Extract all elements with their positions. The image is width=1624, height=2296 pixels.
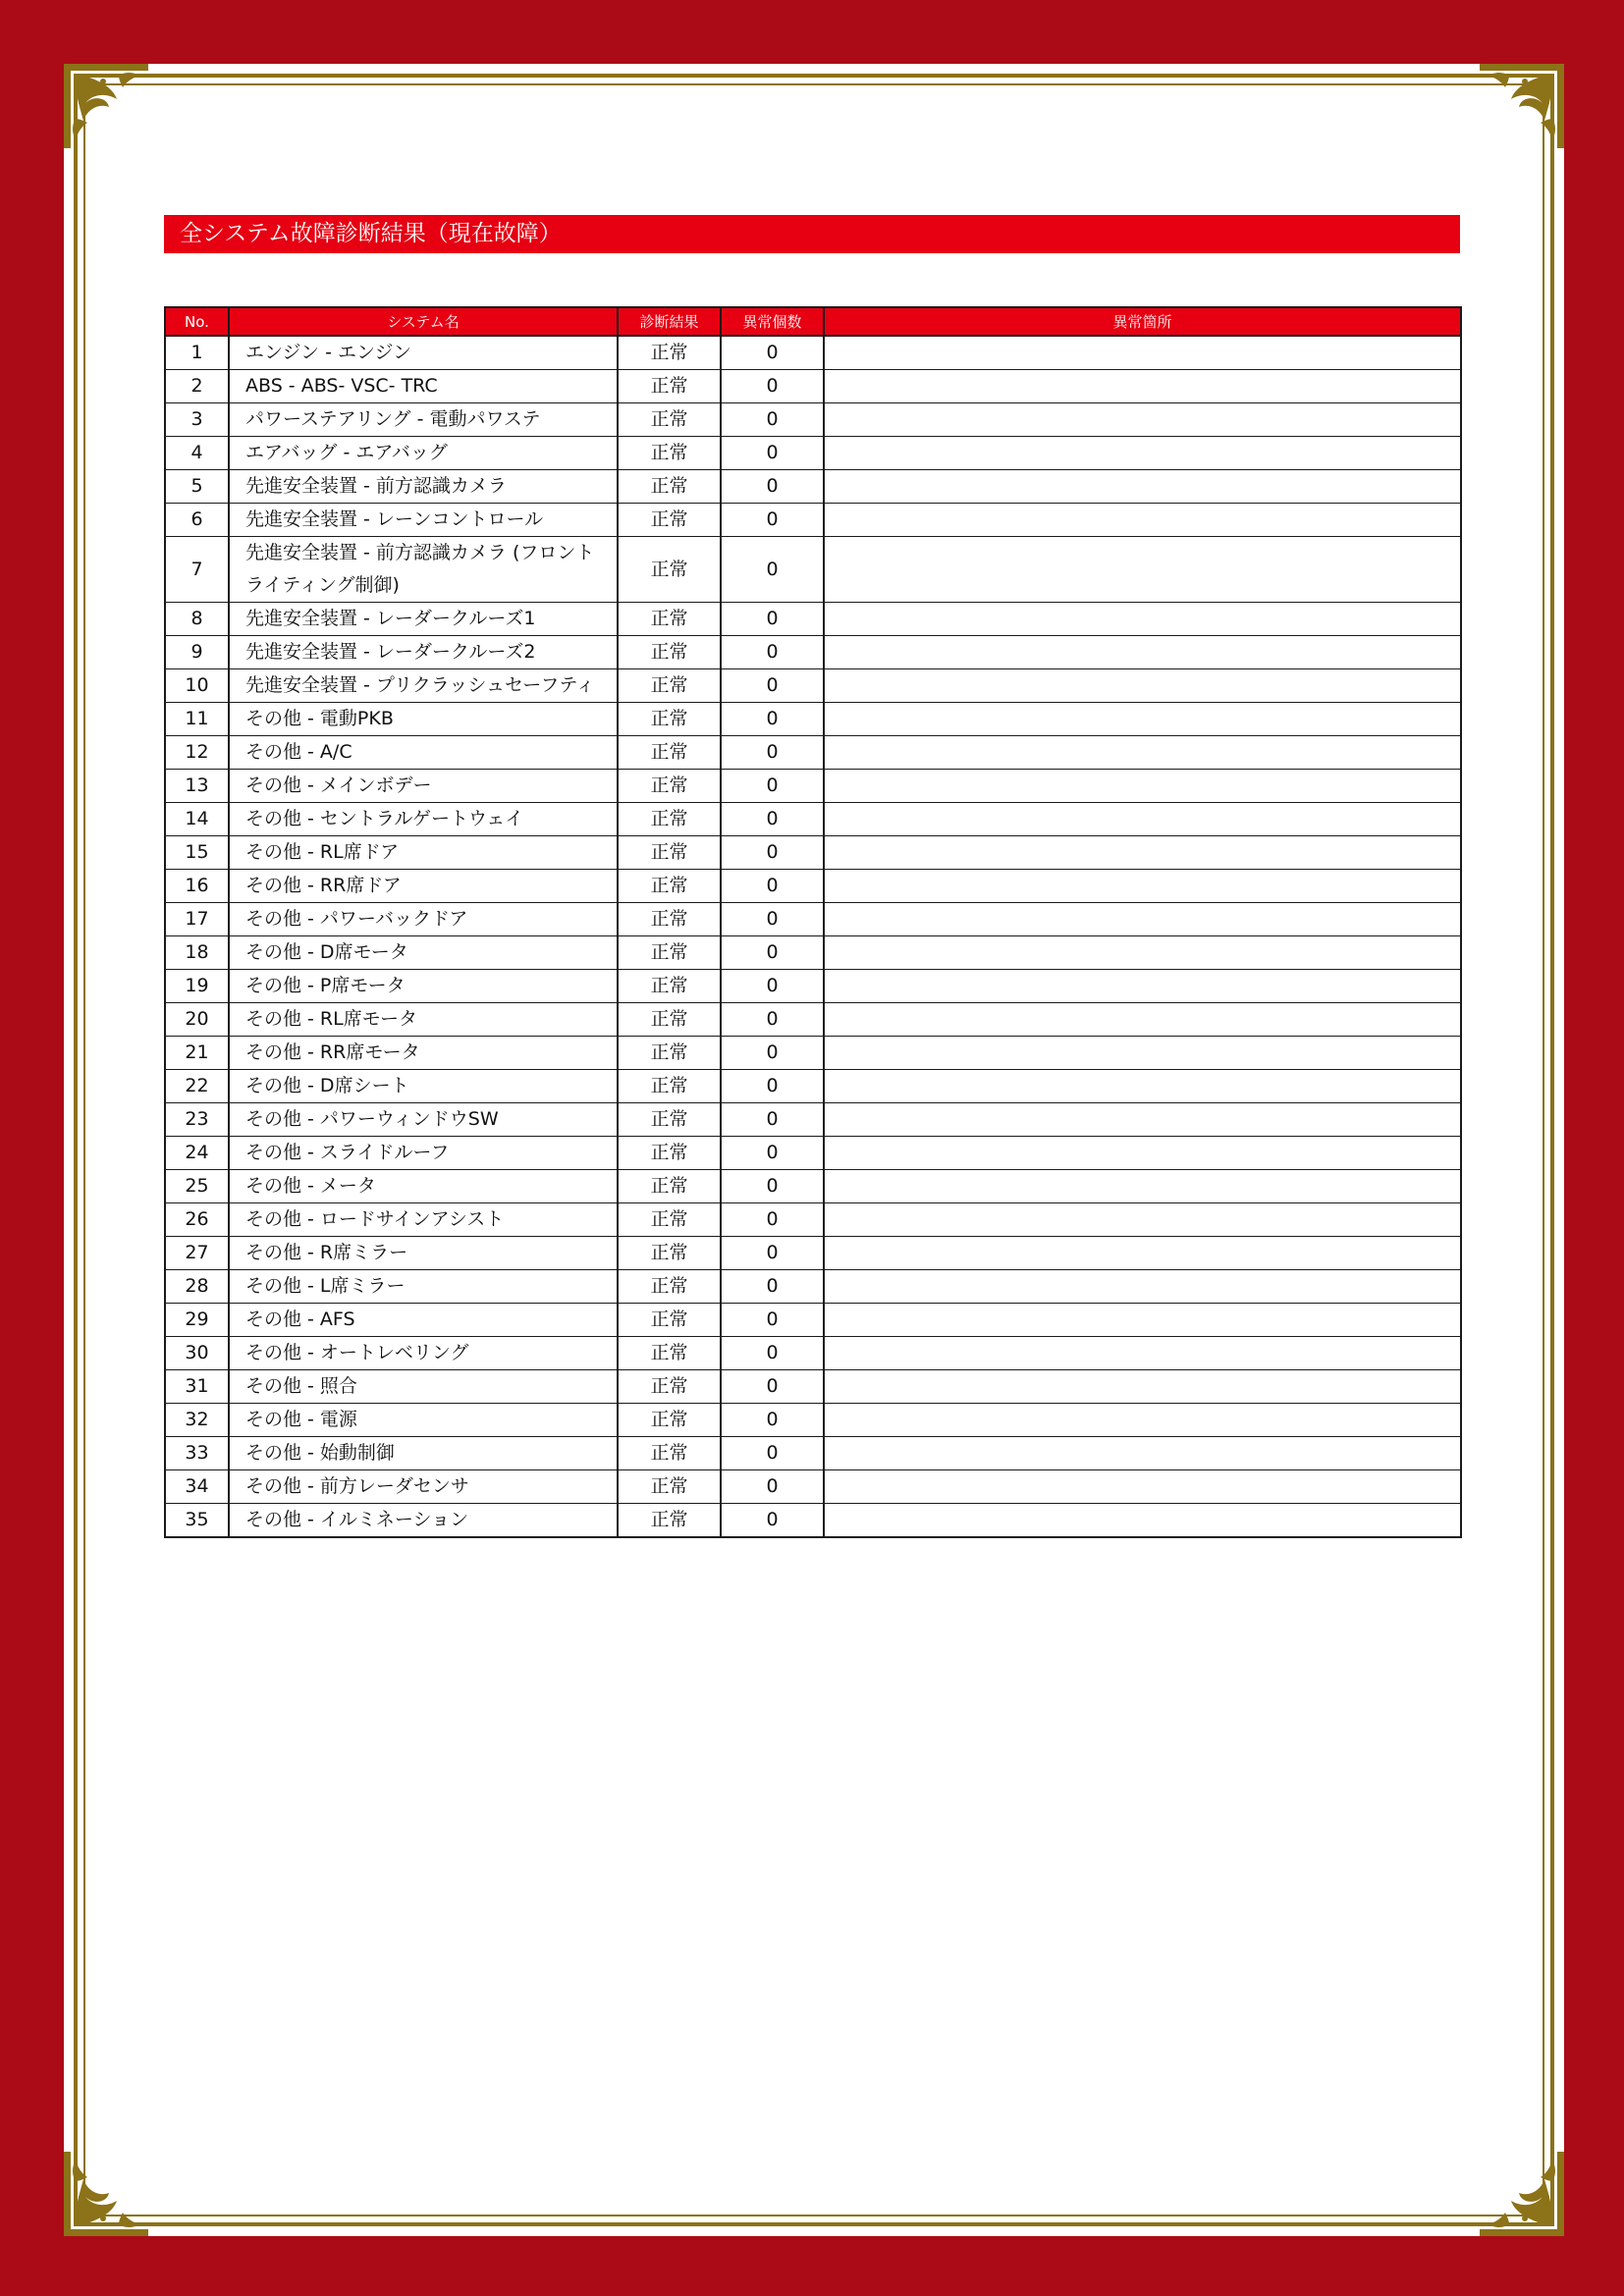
table-header-row xyxy=(165,307,1461,336)
diagnosis-result-cell: 正常 xyxy=(618,770,721,803)
fault-location-cell xyxy=(824,1304,1461,1337)
table-row xyxy=(165,1337,1461,1370)
fault-location-cell xyxy=(824,1037,1461,1070)
fault-count-cell: 0 xyxy=(721,1170,824,1203)
fault-count-cell: 0 xyxy=(721,403,824,437)
column-header-system: システム名 xyxy=(229,307,618,336)
diagnosis-result-cell: 正常 xyxy=(618,336,721,370)
table-row xyxy=(165,537,1461,603)
diagnosis-result-cell: 正常 xyxy=(618,603,721,636)
system-name-cell: その他 - RL席ドア xyxy=(229,836,618,870)
diagnosis-result-cell: 正常 xyxy=(618,1103,721,1137)
fault-count-cell: 0 xyxy=(721,370,824,403)
row-number-cell: 18 xyxy=(165,936,229,970)
diagnosis-result-cell: 正常 xyxy=(618,936,721,970)
row-number-cell: 4 xyxy=(165,437,229,470)
fault-location-cell xyxy=(824,836,1461,870)
row-number-cell: 1 xyxy=(165,336,229,370)
fault-location-cell xyxy=(824,803,1461,836)
corner-ornament-icon xyxy=(1480,2152,1564,2236)
system-name-cell: その他 - D席シート xyxy=(229,1070,618,1103)
fault-location-cell xyxy=(824,669,1461,703)
diagnosis-result-cell: 正常 xyxy=(618,836,721,870)
system-name-cell: その他 - 始動制御 xyxy=(229,1437,618,1470)
table-row xyxy=(165,903,1461,936)
fault-count-cell: 0 xyxy=(721,1504,824,1538)
fault-count-cell: 0 xyxy=(721,1404,824,1437)
table-row xyxy=(165,1504,1461,1538)
diagnosis-result-cell: 正常 xyxy=(618,1170,721,1203)
system-name-cell: その他 - パワーバックドア xyxy=(229,903,618,936)
fault-count-cell: 0 xyxy=(721,1470,824,1504)
row-number-cell: 23 xyxy=(165,1103,229,1137)
fault-count-cell: 0 xyxy=(721,636,824,669)
system-name-cell: 先進安全装置 - 前方認識カメラ (フロントライティング制御) xyxy=(229,537,618,603)
diagnosis-result-cell: 正常 xyxy=(618,1070,721,1103)
diagnosis-result-cell: 正常 xyxy=(618,803,721,836)
table-row xyxy=(165,1003,1461,1037)
diagnosis-result-cell: 正常 xyxy=(618,1370,721,1404)
fault-location-cell xyxy=(824,370,1461,403)
table-row xyxy=(165,636,1461,669)
diagnosis-result-cell: 正常 xyxy=(618,870,721,903)
diagnosis-result-cell: 正常 xyxy=(618,403,721,437)
row-number-cell: 31 xyxy=(165,1370,229,1404)
diagnosis-result-cell: 正常 xyxy=(618,504,721,537)
fault-count-cell: 0 xyxy=(721,669,824,703)
row-number-cell: 33 xyxy=(165,1437,229,1470)
system-name-cell: その他 - A/C xyxy=(229,736,618,770)
diagnosis-result-cell: 正常 xyxy=(618,1003,721,1037)
system-name-cell: その他 - R席ミラー xyxy=(229,1237,618,1270)
system-name-cell: その他 - スライドルーフ xyxy=(229,1137,618,1170)
diagnosis-result-cell: 正常 xyxy=(618,1304,721,1337)
fault-location-cell xyxy=(824,1404,1461,1437)
fault-location-cell xyxy=(824,1437,1461,1470)
fault-count-cell: 0 xyxy=(721,1103,824,1137)
fault-location-cell xyxy=(824,636,1461,669)
system-name-cell: その他 - RR席モータ xyxy=(229,1037,618,1070)
fault-count-cell: 0 xyxy=(721,537,824,603)
table-row xyxy=(165,403,1461,437)
fault-count-cell: 0 xyxy=(721,736,824,770)
fault-count-cell: 0 xyxy=(721,603,824,636)
diagnosis-result-cell: 正常 xyxy=(618,1437,721,1470)
row-number-cell: 21 xyxy=(165,1037,229,1070)
table-row xyxy=(165,504,1461,537)
system-name-cell: 先進安全装置 - プリクラッシュセーフティ xyxy=(229,669,618,703)
diagnosis-result-cell: 正常 xyxy=(618,1137,721,1170)
fault-count-cell: 0 xyxy=(721,1237,824,1270)
fault-location-cell xyxy=(824,1203,1461,1237)
row-number-cell: 28 xyxy=(165,1270,229,1304)
fault-location-cell xyxy=(824,1070,1461,1103)
diagnosis-result-cell: 正常 xyxy=(618,1404,721,1437)
row-number-cell: 22 xyxy=(165,1070,229,1103)
table-row xyxy=(165,1037,1461,1070)
fault-count-cell: 0 xyxy=(721,336,824,370)
fault-location-cell xyxy=(824,1003,1461,1037)
table-row xyxy=(165,1203,1461,1237)
fault-location-cell xyxy=(824,1370,1461,1404)
row-number-cell: 19 xyxy=(165,970,229,1003)
row-number-cell: 35 xyxy=(165,1504,229,1538)
table-row xyxy=(165,936,1461,970)
table-row xyxy=(165,770,1461,803)
table-row xyxy=(165,370,1461,403)
fault-count-cell: 0 xyxy=(721,803,824,836)
row-number-cell: 11 xyxy=(165,703,229,736)
system-name-cell: その他 - メインボデー xyxy=(229,770,618,803)
diagnosis-results-table xyxy=(164,306,1462,1538)
report-page xyxy=(64,64,1564,2236)
row-number-cell: 5 xyxy=(165,470,229,504)
table-row xyxy=(165,1103,1461,1137)
table-row xyxy=(165,437,1461,470)
system-name-cell: その他 - 電動PKB xyxy=(229,703,618,736)
system-name-cell: その他 - AFS xyxy=(229,1304,618,1337)
fault-count-cell: 0 xyxy=(721,1137,824,1170)
table-row xyxy=(165,1437,1461,1470)
diagnosis-result-cell: 正常 xyxy=(618,669,721,703)
row-number-cell: 15 xyxy=(165,836,229,870)
diagnosis-result-cell: 正常 xyxy=(618,437,721,470)
row-number-cell: 32 xyxy=(165,1404,229,1437)
diagnosis-result-cell: 正常 xyxy=(618,1203,721,1237)
table-row xyxy=(165,1170,1461,1203)
row-number-cell: 2 xyxy=(165,370,229,403)
fault-count-cell: 0 xyxy=(721,1003,824,1037)
system-name-cell: その他 - メータ xyxy=(229,1170,618,1203)
system-name-cell: 先進安全装置 - 前方認識カメラ xyxy=(229,470,618,504)
table-row xyxy=(165,1070,1461,1103)
diagnosis-result-cell: 正常 xyxy=(618,370,721,403)
row-number-cell: 13 xyxy=(165,770,229,803)
diagnosis-result-cell: 正常 xyxy=(618,1337,721,1370)
diagnosis-result-cell: 正常 xyxy=(618,1037,721,1070)
fault-count-cell: 0 xyxy=(721,836,824,870)
fault-count-cell: 0 xyxy=(721,703,824,736)
fault-location-cell xyxy=(824,403,1461,437)
row-number-cell: 30 xyxy=(165,1337,229,1370)
system-name-cell: その他 - 照合 xyxy=(229,1370,618,1404)
row-number-cell: 17 xyxy=(165,903,229,936)
system-name-cell: その他 - 前方レーダセンサ xyxy=(229,1470,618,1504)
diagnosis-result-cell: 正常 xyxy=(618,1270,721,1304)
system-name-cell: その他 - P席モータ xyxy=(229,970,618,1003)
system-name-cell: その他 - D席モータ xyxy=(229,936,618,970)
system-name-cell: エアバッグ - エアバッグ xyxy=(229,437,618,470)
fault-count-cell: 0 xyxy=(721,1070,824,1103)
system-name-cell: その他 - セントラルゲートウェイ xyxy=(229,803,618,836)
system-name-cell: その他 - RR席ドア xyxy=(229,870,618,903)
table-row xyxy=(165,603,1461,636)
fault-location-cell xyxy=(824,736,1461,770)
fault-location-cell xyxy=(824,437,1461,470)
diagnosis-result-cell: 正常 xyxy=(618,1504,721,1538)
fault-location-cell xyxy=(824,1470,1461,1504)
fault-location-cell xyxy=(824,603,1461,636)
column-header-no: No. xyxy=(165,307,229,336)
fault-count-cell: 0 xyxy=(721,770,824,803)
system-name-cell: その他 - RL席モータ xyxy=(229,1003,618,1037)
table-row xyxy=(165,470,1461,504)
diagnosis-result-cell: 正常 xyxy=(618,1237,721,1270)
fault-location-cell xyxy=(824,870,1461,903)
table-row xyxy=(165,736,1461,770)
fault-count-cell: 0 xyxy=(721,970,824,1003)
fault-location-cell xyxy=(824,1237,1461,1270)
fault-count-cell: 0 xyxy=(721,470,824,504)
row-number-cell: 14 xyxy=(165,803,229,836)
fault-location-cell xyxy=(824,936,1461,970)
table-row xyxy=(165,1304,1461,1337)
table-row xyxy=(165,836,1461,870)
fault-count-cell: 0 xyxy=(721,1437,824,1470)
table-row xyxy=(165,669,1461,703)
fault-location-cell xyxy=(824,470,1461,504)
fault-location-cell xyxy=(824,537,1461,603)
section-heading: 全システム故障診断結果（現在故障） xyxy=(164,215,1460,253)
fault-count-cell: 0 xyxy=(721,1304,824,1337)
fault-location-cell xyxy=(824,1337,1461,1370)
table-row xyxy=(165,1137,1461,1170)
row-number-cell: 25 xyxy=(165,1170,229,1203)
diagnosis-result-cell: 正常 xyxy=(618,736,721,770)
table-row xyxy=(165,1270,1461,1304)
fault-location-cell xyxy=(824,770,1461,803)
fault-location-cell xyxy=(824,1270,1461,1304)
table-row xyxy=(165,803,1461,836)
fault-location-cell xyxy=(824,1504,1461,1538)
row-number-cell: 26 xyxy=(165,1203,229,1237)
diagnosis-result-cell: 正常 xyxy=(618,1470,721,1504)
row-number-cell: 8 xyxy=(165,603,229,636)
corner-ornament-icon xyxy=(64,2152,148,2236)
fault-location-cell xyxy=(824,1137,1461,1170)
column-header-count: 異常個数 xyxy=(721,307,824,336)
system-name-cell: 先進安全装置 - レーダークルーズ2 xyxy=(229,636,618,669)
diagnosis-result-cell: 正常 xyxy=(618,703,721,736)
column-header-result: 診断結果 xyxy=(618,307,721,336)
system-name-cell: パワーステアリング - 電動パワステ xyxy=(229,403,618,437)
system-name-cell: その他 - 電源 xyxy=(229,1404,618,1437)
row-number-cell: 16 xyxy=(165,870,229,903)
fault-count-cell: 0 xyxy=(721,1037,824,1070)
fault-count-cell: 0 xyxy=(721,1337,824,1370)
table-row xyxy=(165,336,1461,370)
system-name-cell: その他 - イルミネーション xyxy=(229,1504,618,1538)
diagnosis-result-cell: 正常 xyxy=(618,537,721,603)
row-number-cell: 7 xyxy=(165,537,229,603)
row-number-cell: 34 xyxy=(165,1470,229,1504)
table-row xyxy=(165,1404,1461,1437)
system-name-cell: ABS - ABS- VSC- TRC xyxy=(229,370,618,403)
system-name-cell: その他 - ロードサインアシスト xyxy=(229,1203,618,1237)
corner-ornament-icon xyxy=(1480,64,1564,148)
table-row xyxy=(165,870,1461,903)
system-name-cell: その他 - パワーウィンドウSW xyxy=(229,1103,618,1137)
fault-count-cell: 0 xyxy=(721,903,824,936)
system-name-cell: その他 - オートレベリング xyxy=(229,1337,618,1370)
row-number-cell: 6 xyxy=(165,504,229,537)
fault-count-cell: 0 xyxy=(721,1270,824,1304)
system-name-cell: エンジン - エンジン xyxy=(229,336,618,370)
fault-location-cell xyxy=(824,1170,1461,1203)
fault-location-cell xyxy=(824,1103,1461,1137)
diagnosis-result-cell: 正常 xyxy=(618,970,721,1003)
diagnosis-result-cell: 正常 xyxy=(618,636,721,669)
fault-count-cell: 0 xyxy=(721,1203,824,1237)
table-row xyxy=(165,970,1461,1003)
table-row xyxy=(165,1370,1461,1404)
row-number-cell: 20 xyxy=(165,1003,229,1037)
fault-location-cell xyxy=(824,903,1461,936)
fault-count-cell: 0 xyxy=(721,936,824,970)
fault-count-cell: 0 xyxy=(721,870,824,903)
diagnosis-result-cell: 正常 xyxy=(618,470,721,504)
system-name-cell: その他 - L席ミラー xyxy=(229,1270,618,1304)
fault-location-cell xyxy=(824,336,1461,370)
table-row xyxy=(165,703,1461,736)
fault-count-cell: 0 xyxy=(721,1370,824,1404)
row-number-cell: 9 xyxy=(165,636,229,669)
table-row xyxy=(165,1237,1461,1270)
system-name-cell: 先進安全装置 - レーンコントロール xyxy=(229,504,618,537)
fault-count-cell: 0 xyxy=(721,437,824,470)
row-number-cell: 10 xyxy=(165,669,229,703)
row-number-cell: 27 xyxy=(165,1237,229,1270)
fault-location-cell xyxy=(824,703,1461,736)
row-number-cell: 29 xyxy=(165,1304,229,1337)
table-row xyxy=(165,1470,1461,1504)
column-header-location: 異常箇所 xyxy=(824,307,1461,336)
row-number-cell: 3 xyxy=(165,403,229,437)
row-number-cell: 12 xyxy=(165,736,229,770)
diagnosis-result-cell: 正常 xyxy=(618,903,721,936)
row-number-cell: 24 xyxy=(165,1137,229,1170)
corner-ornament-icon xyxy=(64,64,148,148)
fault-location-cell xyxy=(824,504,1461,537)
fault-count-cell: 0 xyxy=(721,504,824,537)
system-name-cell: 先進安全装置 - レーダークルーズ1 xyxy=(229,603,618,636)
fault-location-cell xyxy=(824,970,1461,1003)
